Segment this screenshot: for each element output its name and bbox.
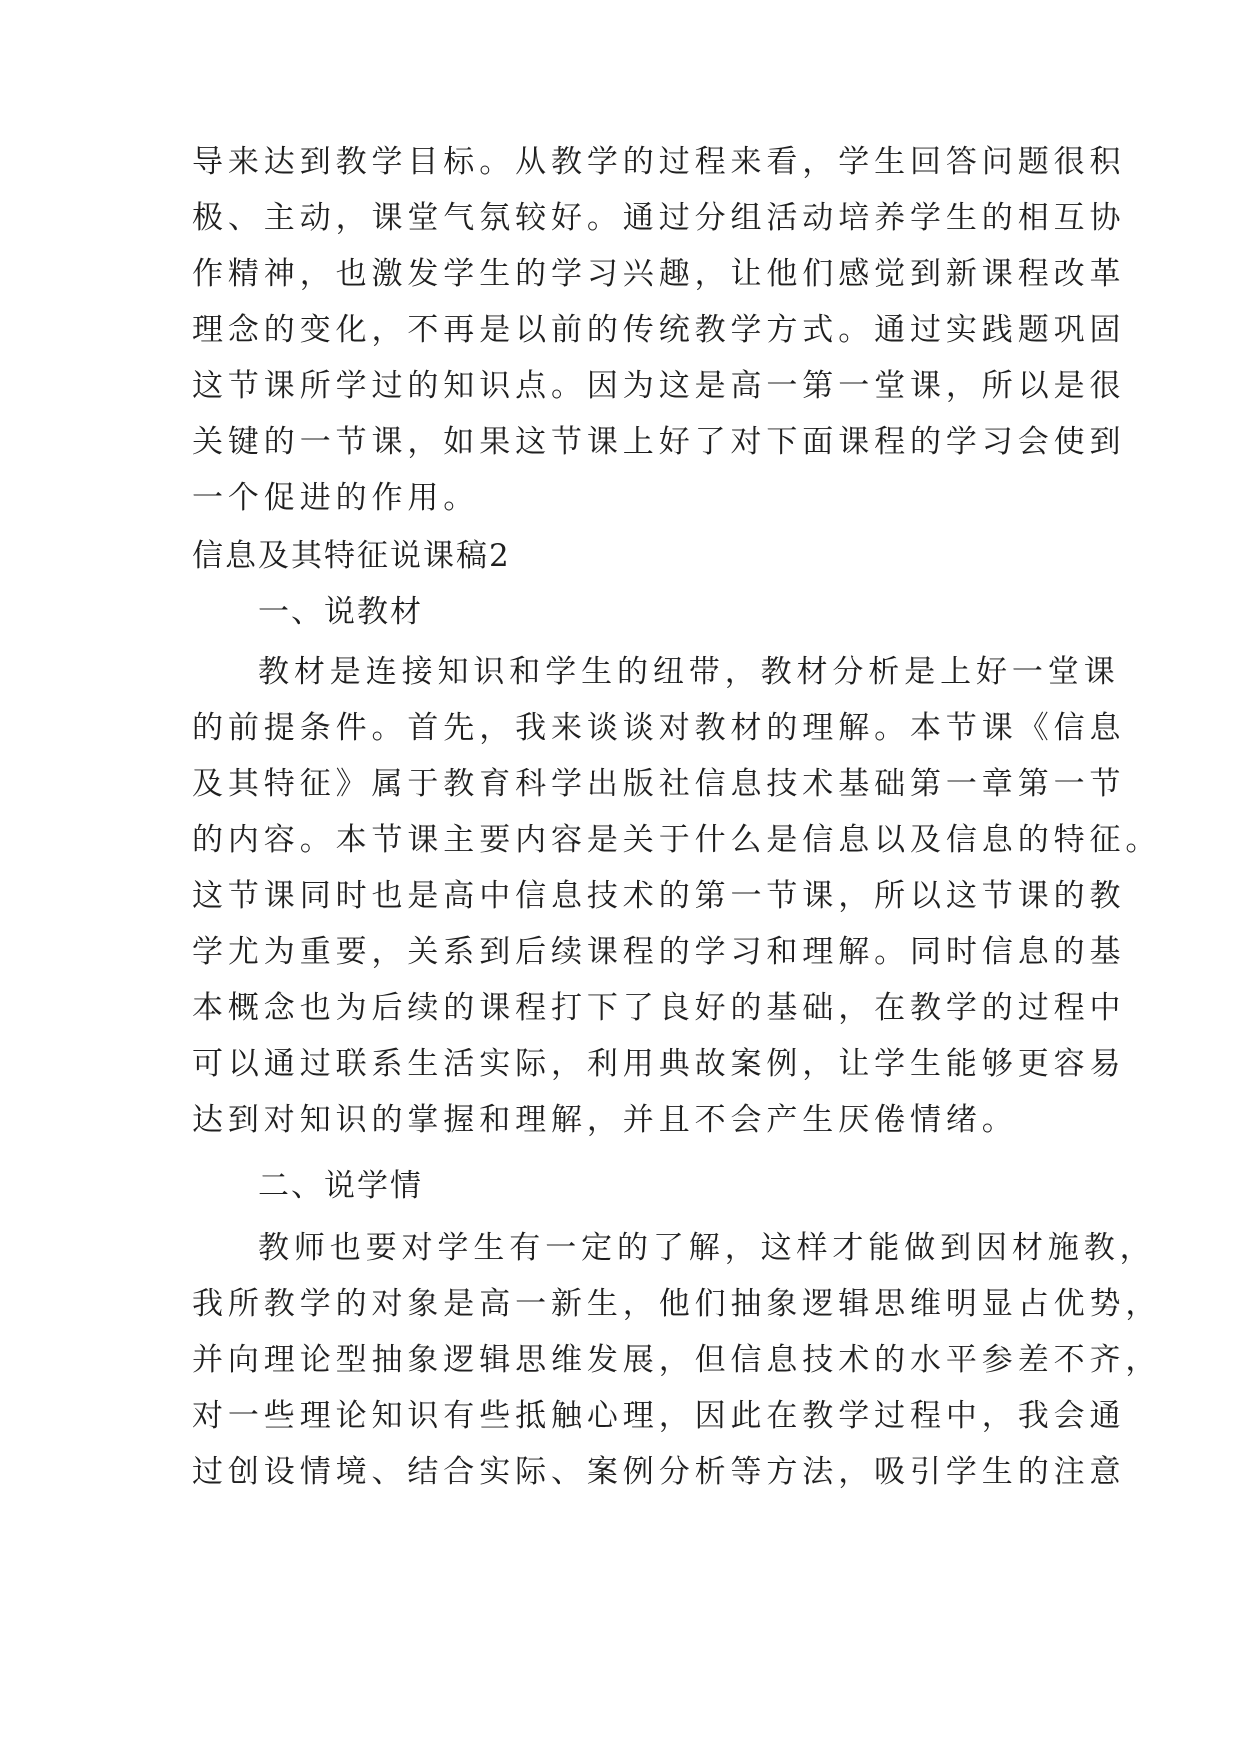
- paragraph-line: 我所教学的对象是高一新生，他们抽象逻辑思维明显占优势，: [192, 1286, 1162, 1322]
- paragraph-line: 本概念也为后续的课程打下了良好的基础，在教学的过程中: [192, 990, 1126, 1026]
- paragraph-line: 教材是连接知识和学生的纽带，教材分析是上好一堂课: [258, 654, 1120, 690]
- paragraph-line: 及其特征》属于教育科学出版社信息技术基础第一章第一节: [192, 766, 1126, 802]
- paragraph-line: 极、主动，课堂气氛较好。通过分组活动培养学生的相互协: [192, 200, 1126, 236]
- paragraph-line: 的前提条件。首先，我来谈谈对教材的理解。本节课《信息: [192, 710, 1126, 746]
- paragraph-line: 导来达到教学目标。从教学的过程来看，学生回答问题很积: [192, 144, 1126, 180]
- document-title: 信息及其特征说课稿2: [192, 538, 511, 574]
- paragraph-line: 并向理论型抽象逻辑思维发展，但信息技术的水平参差不齐，: [192, 1342, 1162, 1378]
- paragraph-line: 关键的一节课，如果这节课上好了对下面课程的学习会使到: [192, 424, 1126, 460]
- paragraph-line: 作精神，也激发学生的学习兴趣，让他们感觉到新课程改革: [192, 256, 1126, 292]
- paragraph-line: 一个促进的作用。: [192, 480, 480, 516]
- paragraph-line: 理念的变化，不再是以前的传统教学方式。通过实践题巩固: [192, 312, 1126, 348]
- paragraph-line: 的内容。本节课主要内容是关于什么是信息以及信息的特征。: [192, 822, 1162, 858]
- paragraph-line: 达到对知识的掌握和理解，并且不会产生厌倦情绪。: [192, 1102, 1018, 1138]
- section-heading: 二、说学情: [258, 1168, 423, 1204]
- paragraph-line: 教师也要对学生有一定的了解，这样才能做到因材施教，: [258, 1230, 1156, 1266]
- paragraph-line: 学尤为重要，关系到后续课程的学习和理解。同时信息的基: [192, 934, 1126, 970]
- paragraph-line: 过创设情境、结合实际、案例分析等方法，吸引学生的注意: [192, 1454, 1126, 1490]
- paragraph-line: 这节课同时也是高中信息技术的第一节课，所以这节课的教: [192, 878, 1126, 914]
- paragraph-line: 对一些理论知识有些抵触心理，因此在教学过程中，我会通: [192, 1398, 1126, 1434]
- paragraph-line: 可以通过联系生活实际，利用典故案例，让学生能够更容易: [192, 1046, 1126, 1082]
- section-heading: 一、说教材: [258, 594, 423, 630]
- paragraph-line: 这节课所学过的知识点。因为这是高一第一堂课，所以是很: [192, 368, 1126, 404]
